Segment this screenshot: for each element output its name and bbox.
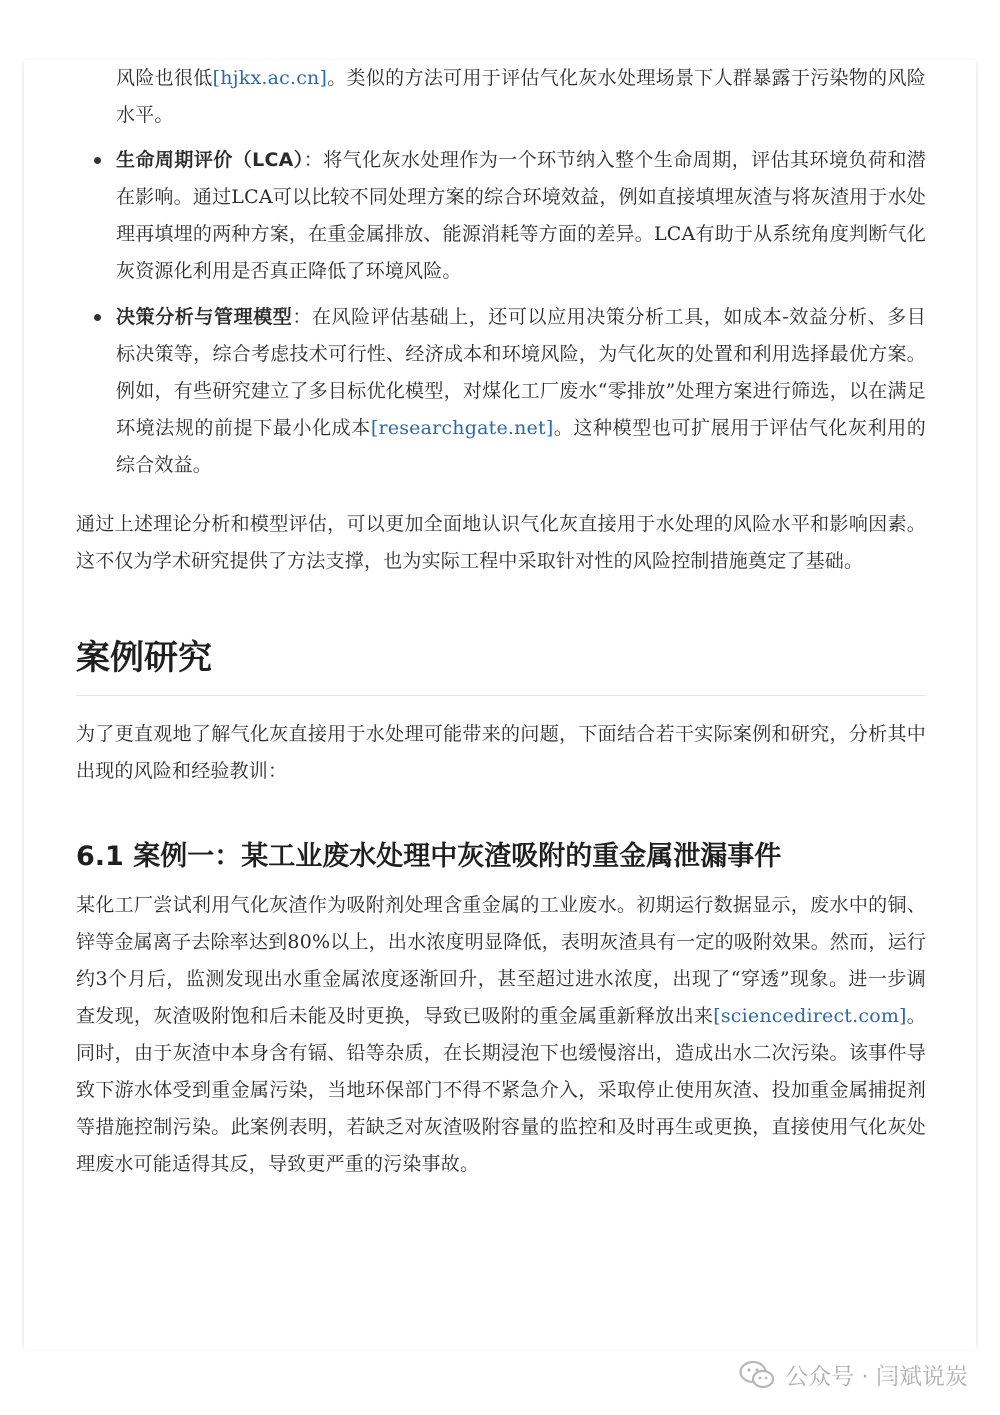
continued-paragraph: [76, 60, 926, 134]
list-item-text: 。这种模型也可扩展用于评估气化灰利用的综合效益。: [116, 417, 926, 476]
reference-link[interactable]: [researchgate.net]: [370, 417, 554, 439]
watermark-text: 公众号 · 闫斌说炭: [785, 1364, 968, 1390]
wechat-icon: [739, 1360, 775, 1390]
list-item-text: ：将气化灰水处理作为一个环节纳入整个生命周期，评估其环境负荷和潜在影响。通过LCA可以比较不同处理方案的综合环境效益，例如直接填埋灰渣与将灰渣用于水处理再填埋的两种方案，在重金属排放、能源消耗等方面的差异。LCA有助于从系统角度判断气化灰资源化利用是否真正降低了环境风险。: [116, 149, 926, 282]
section-intro: 为了更直观地了解气化灰直接用于水处理可能带来的问题，下面结合若干实际案例和研究，分析其中出现的风险和经验教训：: [76, 723, 926, 782]
summary-paragraph: 通过上述理论分析和模型评估，可以更加全面地认识气化灰直接用于水处理的风险水平和影响因素。这不仅为学术研究提供了方法支撑，也为实际工程中采取针对性的风险控制措施奠定了基础。: [76, 513, 926, 572]
section-heading: 案例研究: [76, 630, 926, 696]
list-item-term: 决策分析与管理模型: [116, 306, 293, 328]
list-item: [76, 142, 926, 290]
reference-link[interactable]: [sciencedirect.com]: [713, 1005, 907, 1027]
list-item-text: ：在风险评估基础上，还可以应用决策分析工具，如成本-效益分析、多目标决策等，综合考虑技术可行性、经济成本和环境风险，为气化灰的处置和利用选择最优方案。例如，有些研究建立了多目标优化模型，对煤化工厂废水“零排放”处理方案进行筛选，以在满足环境法规的前提下最小化成本: [116, 306, 926, 439]
paragraph-text: 。类似的方法可用于评估气化灰水处理场景下人群暴露于污染物的风险水平。: [116, 67, 926, 126]
paragraph-text: 某化工厂尝试利用气化灰渣作为吸附剂处理含重金属的工业废水。初期运行数据显示，废水中的铜、锌等金属离子去除率达到80%以上，出水浓度明显降低，表明灰渣具有一定的吸附效果。然而，运行约3个月后，监测发现出水重金属浓度逐渐回升，甚至超过进水浓度，出现了“穿透”现象。进一步调查发现，灰渣吸附饱和后未能及时更换，导致已吸附的重金属重新释放出来: [76, 894, 926, 1027]
method-list: [76, 142, 926, 484]
case-paragraph: [76, 887, 926, 1183]
reference-link[interactable]: [hjkx.ac.cn]: [212, 67, 328, 89]
case-heading: 6.1 案例一：某工业废水处理中灰渣吸附的重金属泄漏事件: [76, 841, 782, 872]
watermark: [739, 1358, 968, 1391]
list-item-term: 生命周期评价（LCA）: [116, 149, 304, 171]
paragraph-text: 。同时，由于灰渣中本身含有镉、铅等杂质，在长期浸泡下也缓慢溶出，造成出水二次污染。该事件导致下游水体受到重金属污染，当地环保部门不得不紧急介入，采取停止使用灰渣、投加重金属捕捉剂等措施控制污染。此案例表明，若缺乏对灰渣吸附容量的监控和及时再生或更换，直接使用气化灰处理废水可能适得其反，导致更严重的污染事故。: [76, 1005, 926, 1175]
paragraph-text: 风险也很低: [116, 67, 213, 89]
list-item: [76, 299, 926, 484]
article-content: [76, 60, 926, 1183]
